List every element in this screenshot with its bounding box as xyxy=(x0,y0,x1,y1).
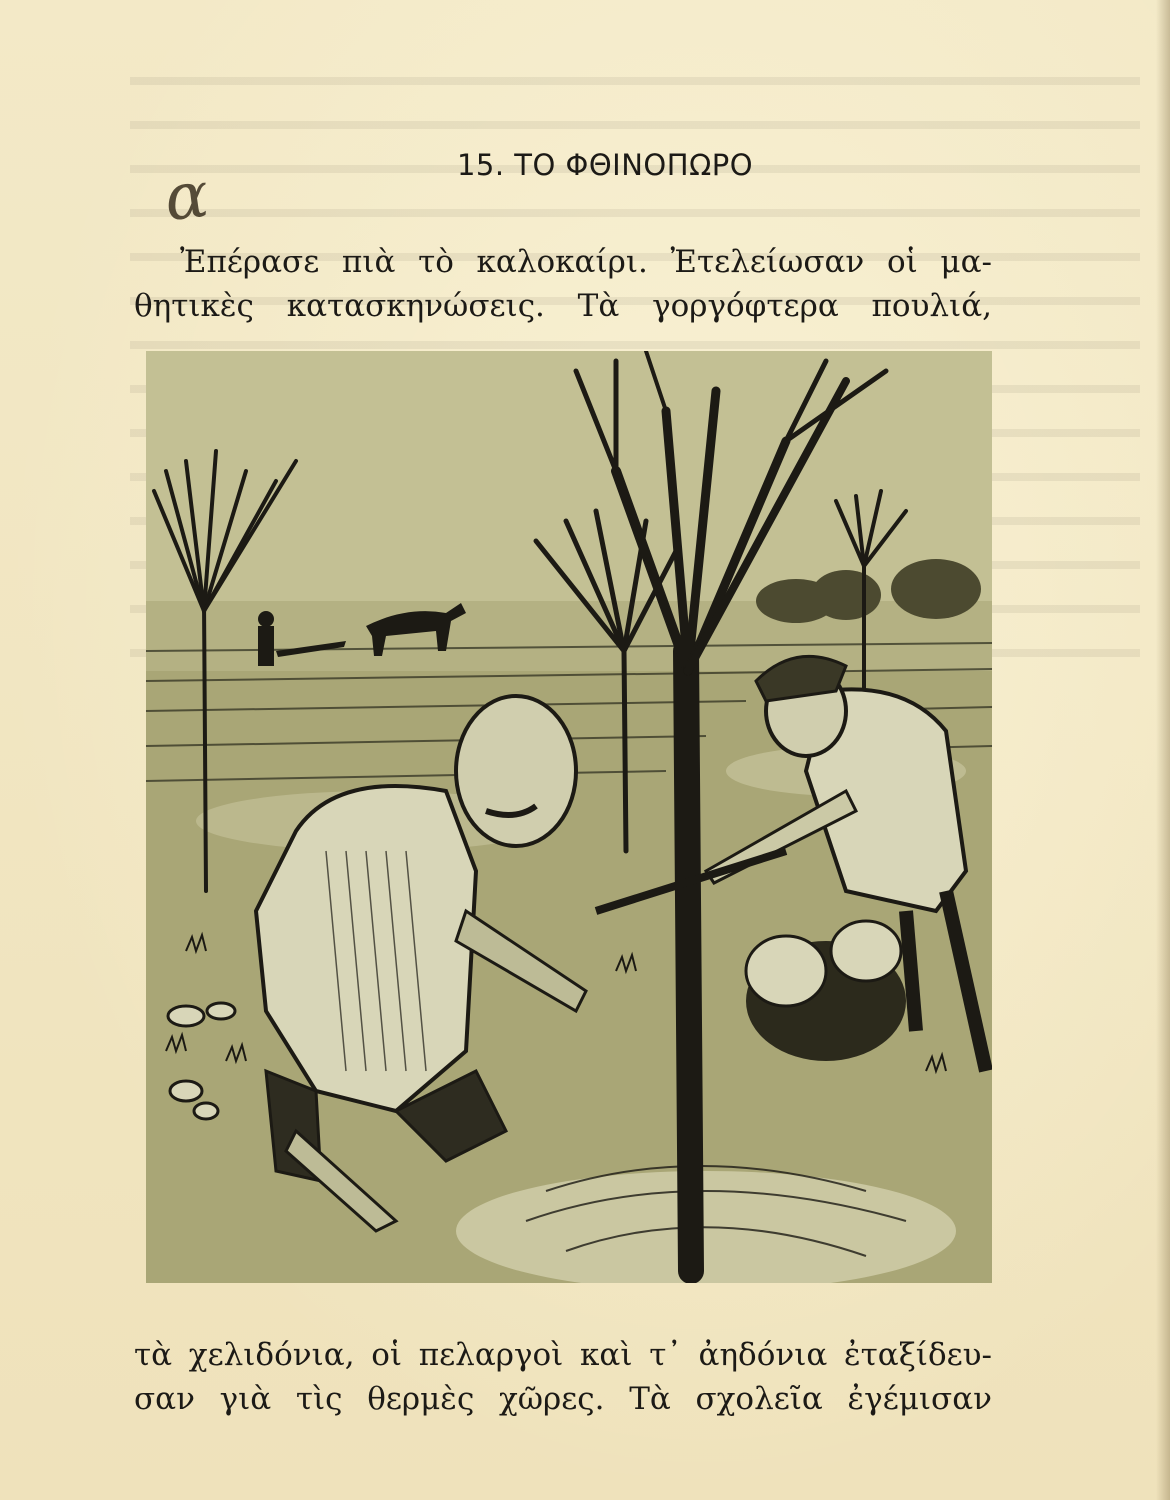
illustration-autumn-tree-planting xyxy=(146,351,992,1283)
page-edge-shadow xyxy=(1156,0,1170,1500)
paragraph-top-line-1: Ἐπέρασε πιὰ τὸ καλοκαίρι. Ἐτελείωσαν οἱ μα- xyxy=(180,244,992,280)
paragraph-top-line-2: θητικὲς κατασκηνώσεις. Τὰ γοργόφτερα πουλιά, xyxy=(134,288,992,324)
handwritten-mark: α xyxy=(161,157,212,237)
paragraph-bottom-line-1: τὰ χελιδόνια, οἱ πελαργοὶ καὶ τ᾿ ἀηδόνια ἐταξίδευ- xyxy=(134,1337,992,1373)
paragraph-bottom-line-2: σαν γιὰ τὶς θερμὲς χῶρες. Τὰ σχολεῖα ἐγέμισαν xyxy=(134,1381,992,1417)
illustration-drawing xyxy=(146,351,992,1283)
paragraph-top xyxy=(134,240,992,328)
paragraph-bottom xyxy=(134,1333,992,1421)
chapter-heading: 15. ΤΟ ΦΘΙΝΟΠΩΡΟ xyxy=(456,148,754,182)
